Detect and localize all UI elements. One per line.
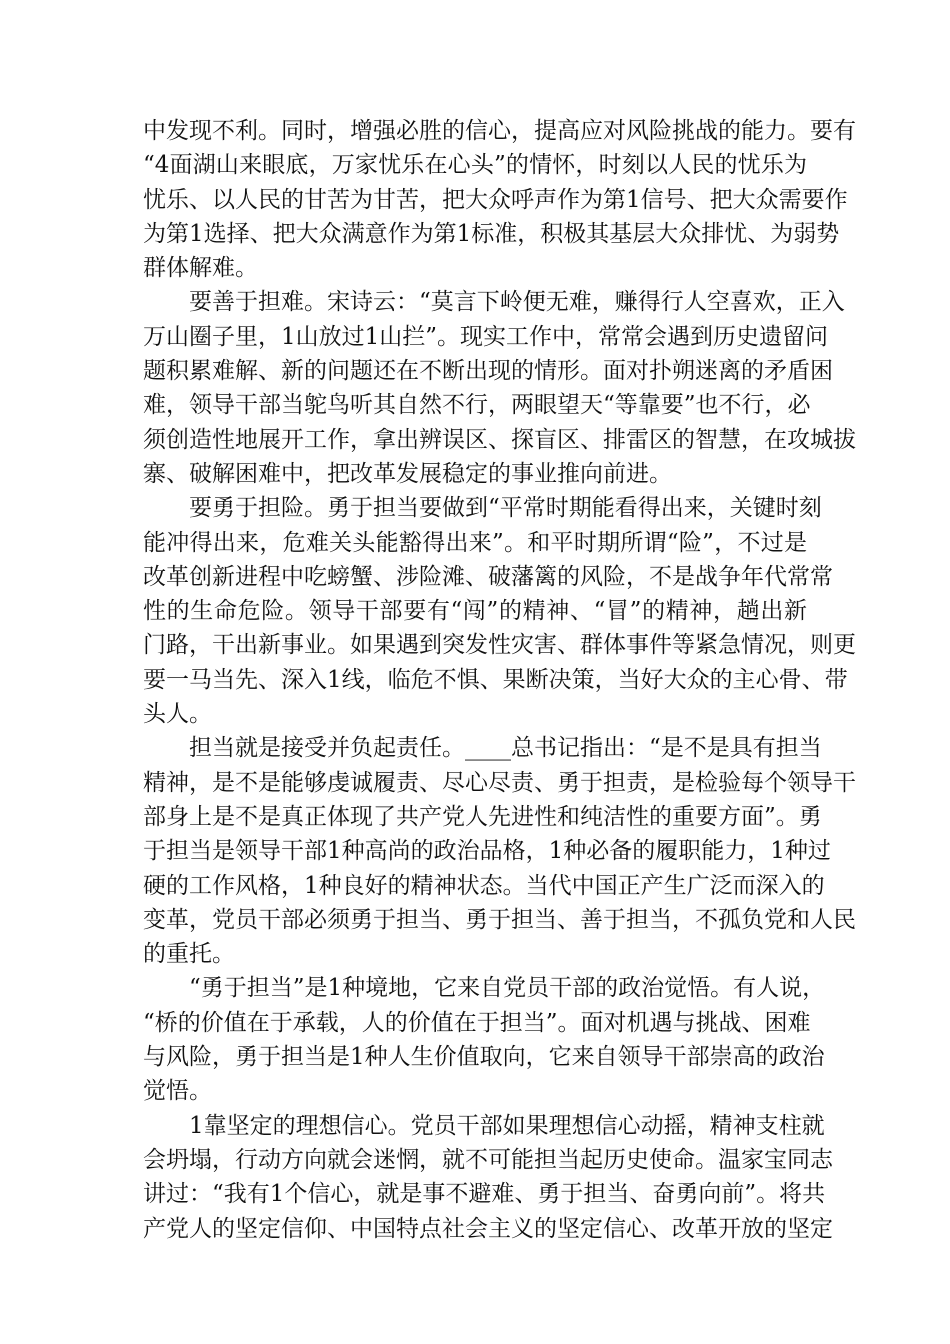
paragraph-2-line-6: 寨、破解困难中，把改革发展稳定的事业推向前进。 — [143, 460, 672, 487]
paragraph-1-line-4: 为第1选择、把大众满意作为第1标准，积极其基层大众排忧、为弱势 — [143, 220, 840, 247]
document-body — [143, 114, 856, 1246]
paragraph-4-line-2: 精神，是不是能够虔诚履责、尽心尽责、勇于担责，是检验每个领导干 — [143, 769, 856, 796]
paragraph-3-line-4: 性的生命危险。领导干部要有“闯”的精神、“冒”的精神，趟出新 — [143, 598, 807, 625]
paragraph-1-line-3: 忧乐、以人民的甘苦为甘苦，把大众呼声作为第1信号、把大众需要作 — [143, 186, 848, 213]
paragraph-2-line-5: 须创造性地展开工作，拿出辨误区、探盲区、排雷区的智慧，在攻城拔 — [143, 426, 856, 453]
paragraph-5-line-3: 与风险，勇于担当是1种人生价值取向，它来自领导干部崇高的政治 — [143, 1044, 825, 1071]
paragraph-3-line-2: 能冲得出来，危难关头能豁得出来”。和平时期所谓“险”，不过是 — [143, 529, 807, 556]
paragraph-2-line-2: 万山圈子里，1山放过1山拦”。现实工作中，常常会遇到历史遗留问 — [143, 323, 829, 350]
paragraph-1-line-5: 群体解难。 — [143, 255, 258, 282]
paragraph-2-line-4: 难，领导干部当鸵鸟听其自然不行，两眼望天“等靠要”也不行，必 — [143, 392, 811, 419]
paragraph-2-line-3: 题积累难解、新的问题还在不断出现的情形。面对扑朔迷离的矛盾困 — [143, 358, 833, 385]
paragraph-4-line-6: 变革，党员干部必须勇于担当、勇于担当、善于担当，不孤负党和人民 — [143, 906, 856, 933]
paragraph-5-line-1: “勇于担当”是1种境地，它来自党员干部的政治觉悟。有人说， — [189, 975, 826, 1002]
paragraph-4-line-3: 部身上是不是真正体现了共产党人先进性和纯洁性的重要方面”。勇 — [143, 803, 822, 830]
paragraph-3-line-6: 要一马当先、深入1线，临危不惧、果断决策，当好大众的主心骨、带 — [143, 666, 848, 693]
paragraph-3-line-7: 头人。 — [143, 701, 212, 728]
paragraph-1-line-2: “4面湖山来眼底，万家忧乐在心头”的情怀，时刻以人民的忧乐为 — [143, 152, 807, 179]
paragraph-4-line-7: 的重托。 — [143, 941, 235, 968]
paragraph-5-line-4: 觉悟。 — [143, 1078, 212, 1105]
paragraph-1-line-1: 中发现不利。同时，增强必胜的信心，提高应对风险挑战的能力。要有 — [143, 118, 856, 144]
paragraph-6-line-1: 1靠坚定的理想信心。党员干部如果理想信心动摇，精神支柱就 — [189, 1112, 825, 1139]
paragraph-6-line-2: 会坍塌，行动方向就会迷惘，就不可能担当起历史使命。温家宝同志 — [143, 1146, 833, 1173]
paragraph-6-line-4: 产党人的坚定信仰、中国特点社会主义的坚定信心、改革开放的坚定 — [143, 1215, 833, 1242]
paragraph-5-line-2: “桥的价值在于承载，人的价值在于担当”。面对机遇与挑战、困难 — [143, 1009, 811, 1036]
paragraph-3-line-3: 改革创新进程中吃螃蟹、涉险滩、破藩篱的风险，不是战争年代常常 — [143, 563, 833, 590]
paragraph-4-line-5: 硬的工作风格，1种良好的精神状态。当代中国正产生广泛而深入的 — [143, 872, 825, 899]
paragraph-6-line-3: 讲过：“我有1个信心，就是事不避难、勇于担当、奋勇向前”。将共 — [143, 1181, 826, 1208]
paragraph-3-line-5: 门路，干出新事业。如果遇到突发性灾害、群体事件等紧急情况，则更 — [143, 632, 856, 659]
paragraph-4-line-4: 于担当是领导干部1种高尚的政治品格，1种必备的履职能力，1种过 — [143, 838, 831, 865]
paragraph-2-line-1: 要善于担难。宋诗云：“莫言下岭便无难，赚得行人空喜欢，正入 — [189, 289, 845, 316]
paragraph-4-line-1: 担当就是接受并负起责任。____总书记指出：“是不是具有担当 — [189, 735, 822, 762]
paragraph-3-line-1: 要勇于担险。勇于担当要做到“平常时期能看得出来，关键时刻 — [189, 495, 822, 522]
